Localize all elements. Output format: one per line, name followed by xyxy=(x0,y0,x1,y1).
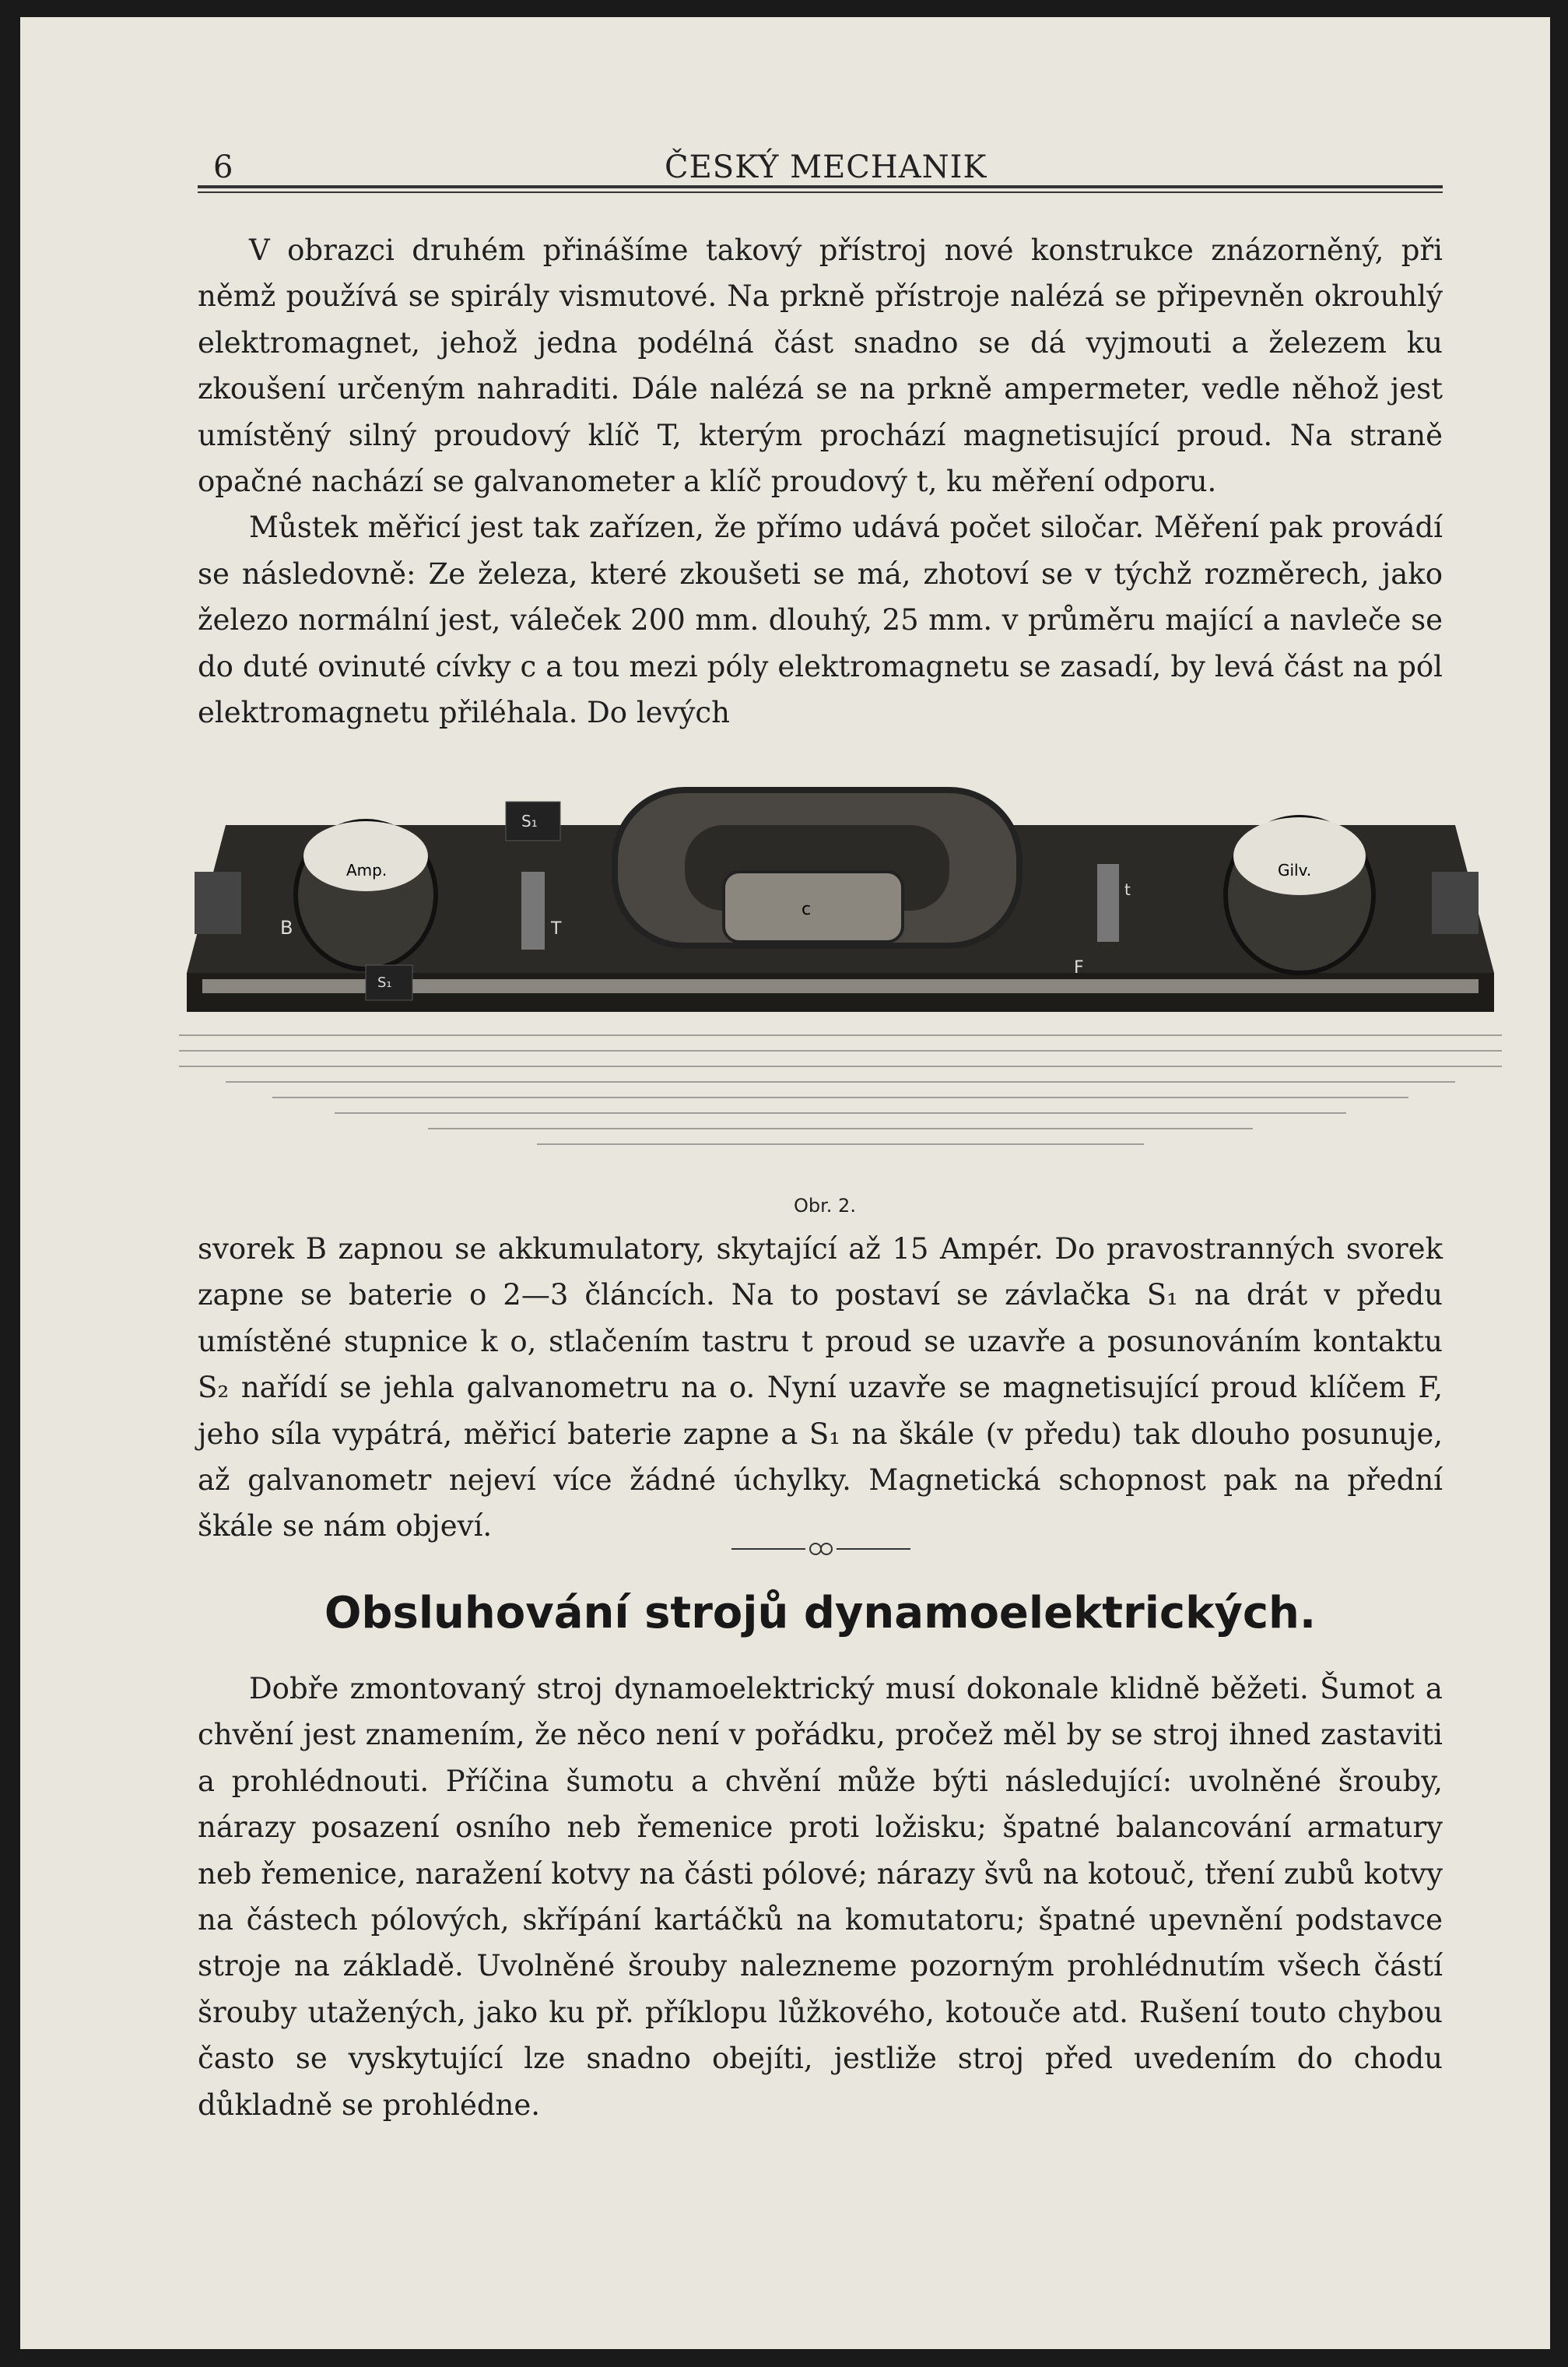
ampermeter-dial xyxy=(303,821,428,891)
label-t: T xyxy=(551,919,562,939)
text-block-top xyxy=(198,227,1443,736)
label-c: c xyxy=(802,900,812,919)
text-block-bottom xyxy=(198,1666,1443,2128)
page-header xyxy=(198,128,1443,185)
terminals-right xyxy=(1432,872,1479,934)
key-small-t xyxy=(1097,864,1119,942)
paragraph-2: Můstek měřicí jest tak zařízen, že přímo udává počet siločar. Měření pak provádí se následovně: Ze železa, které zkoušeti se má, zhotoví se v týchž rozměrech, jako železo normální jest, váleček 200 mm. dlouhý, 25 mm. v průměru mající a navleče se do duté ovinuté cívky c a tou mezi póly elektromagnetu se zasadí, by levá část na pól elektromagnetu přiléhala. Do levých xyxy=(198,511,1443,730)
paragraph-4: Dobře zmontovaný stroj dynamoelektrický musí dokonale klidně běžeti. Šumot a chvění jest znamením, že něco není v pořádku, pročež měl by se stroj ihned zastaviti a prohlédnouti. Příčina šumotu a chvění může býti následující: uvolněné šrouby, nárazy posazení osního neb řemenice proti ložisku; špatné balancování armatury neb řemenice, naražení kotvy na části pólové; nárazy švů na kotouč, tření zubů kotvy na částech pólových, skřípání kartáčků na komutatoru; špatné upevnění podstavce stroje na základě. Uvolněné šrouby nalezneme pozorným prohlédnutím všech částí šrouby utažených, jako ku př. příklopu lůžkového, kotouče atd. Rušení touto chybou často se vyskytující lze snadno obejíti, jestliže stroj před uvedením do chodu důkladně se prohlédne. xyxy=(198,1672,1443,2122)
section-ornament xyxy=(731,1537,910,1561)
page-number: 6 xyxy=(213,149,233,185)
galvanometer-label: Gilv. xyxy=(1278,861,1312,880)
paragraph-1: V obrazci druhém přinášíme takový přístroj nové konstrukce znázorněný, při němž používá se spirály vismutové. Na prkně přístroje nalézá se připevněn okrouhlý elektromagnet, jehož jedna podélná část snadno se dá vyjmouti a železem ku zkoušení určeným nahraditi. Dále nalézá se na prkně ampermeter, vedle něhož jest umístěný silný proudový klíč T, kterým prochází magnetisující proud. Na straně opačné nachází se galvanometer a klíč proudový t, ku měření odporu. xyxy=(198,234,1443,499)
coil-c xyxy=(724,872,903,942)
figure-caption: Obr. 2. xyxy=(794,1195,856,1217)
label-small-t: t xyxy=(1124,880,1131,899)
ampermeter-label: Amp. xyxy=(346,861,388,880)
section-heading: Obsluhování strojů dynamoelektrických. xyxy=(324,1588,1317,1638)
label-s1-top: S₁ xyxy=(521,812,538,831)
running-title: ČESKÝ MECHANIK xyxy=(665,149,987,185)
figure-illustration xyxy=(179,778,1502,1183)
terminals-left xyxy=(195,872,241,934)
key-t xyxy=(521,872,545,950)
paragraph-3: svorek B zapnou se akkumulatory, skytající až 15 Ampér. Do pravostranných svorek zapne se baterie o 2—3 článcích. Na to postaví se závlačka S₁ na drát v předu umístěné stupnice k o, stlačením tastru t proud se uzavře a posunováním kontaktu S₂ nařídí se jehla galvanometru na o. Nyní uzavře se magnetisující proud klíčem F, jeho síla vypátrá, měřicí baterie zapne a S₁ na škále (v předu) tak dlouho posunuje, až galvanometr nejeví více žádné úchylky. Magnetická schopnost pak na přední škále se nám objeví. xyxy=(198,1232,1443,1543)
header-rule xyxy=(198,185,1443,193)
text-block-middle xyxy=(198,1226,1443,1550)
label-s1-bottom: S₁ xyxy=(377,975,392,991)
label-f: F xyxy=(1074,958,1084,978)
galvanometer-dial xyxy=(1233,817,1366,895)
label-b: B xyxy=(280,917,293,939)
